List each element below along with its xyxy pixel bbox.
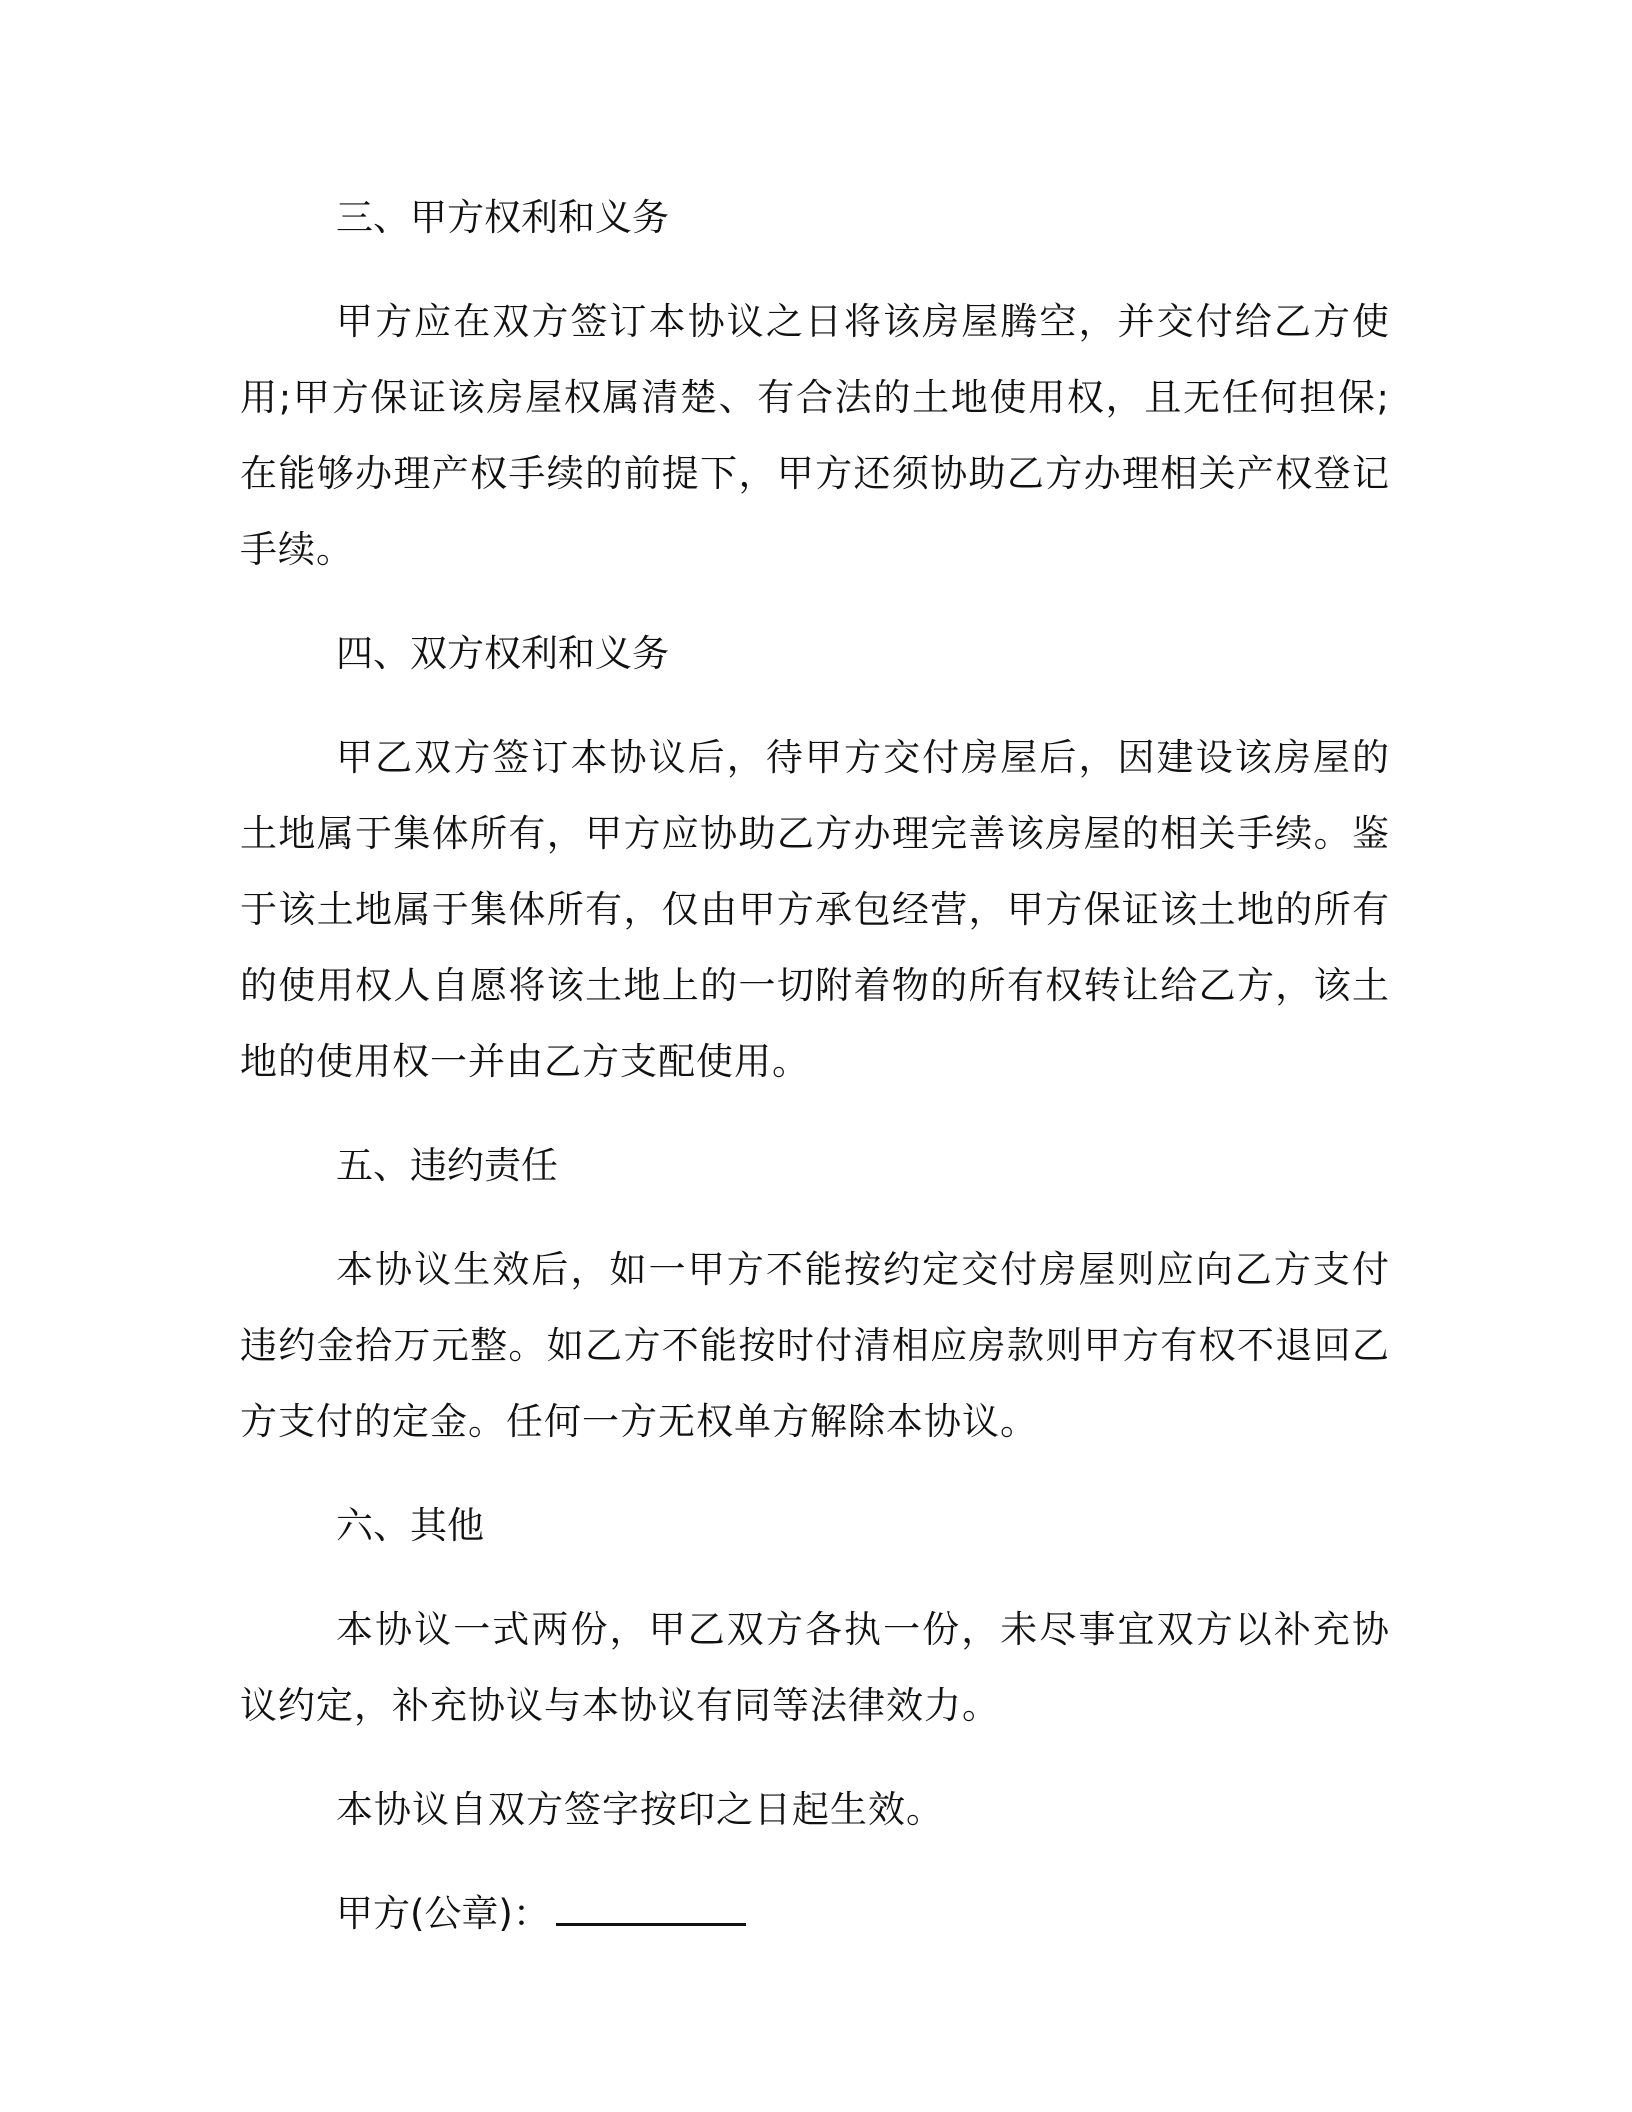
document-page: [240, 180, 1390, 1952]
section-heading-6: 六、其他: [336, 1504, 484, 1547]
section-heading-4: 四、双方权利和义务: [336, 632, 669, 675]
section-body-3: 甲方应在双方签订本协议之日将该房屋腾空，并交付给乙方使用;甲方保证该房屋权属清楚、有合法的土地使用权，且无任何担保;在能够办理产权手续的前提下，甲方还须协助乙方办理相关产权登记手续。: [240, 300, 1390, 571]
section-body-4: 甲乙双方签订本协议后，待甲方交付房屋后，因建设该房屋的土地属于集体所有，甲方应协助乙方办理完善该房屋的相关手续。鉴于该土地属于集体所有，仅由甲方承包经营，甲方保证该土地的所有的使用权人自愿将该土地上的一切附着物的所有权转让给乙方，该土地的使用权一并由乙方支配使用。: [240, 736, 1390, 1083]
signature-blank-line[interactable]: [556, 1883, 746, 1926]
section-body-6: 本协议一式两份，甲乙双方各执一份，未尽事宜双方以补充协议约定，补充协议与本协议有同等法律效力。: [240, 1608, 1390, 1727]
section-body-5: 本协议生效后，如一甲方不能按约定交付房屋则应向乙方支付违约金拾万元整。如乙方不能按时付清相应房款则甲方有权不退回乙方支付的定金。任何一方无权单方解除本协议。: [240, 1248, 1390, 1443]
signature-row-party-a: [240, 1876, 1390, 1952]
section-heading-3: 三、甲方权利和义务: [336, 196, 669, 239]
effective-clause: 本协议自双方签字按印之日起生效。: [336, 1788, 944, 1831]
signature-label: 甲方(公章)：: [336, 1892, 550, 1935]
section-heading-5: 五、违约责任: [336, 1144, 558, 1187]
